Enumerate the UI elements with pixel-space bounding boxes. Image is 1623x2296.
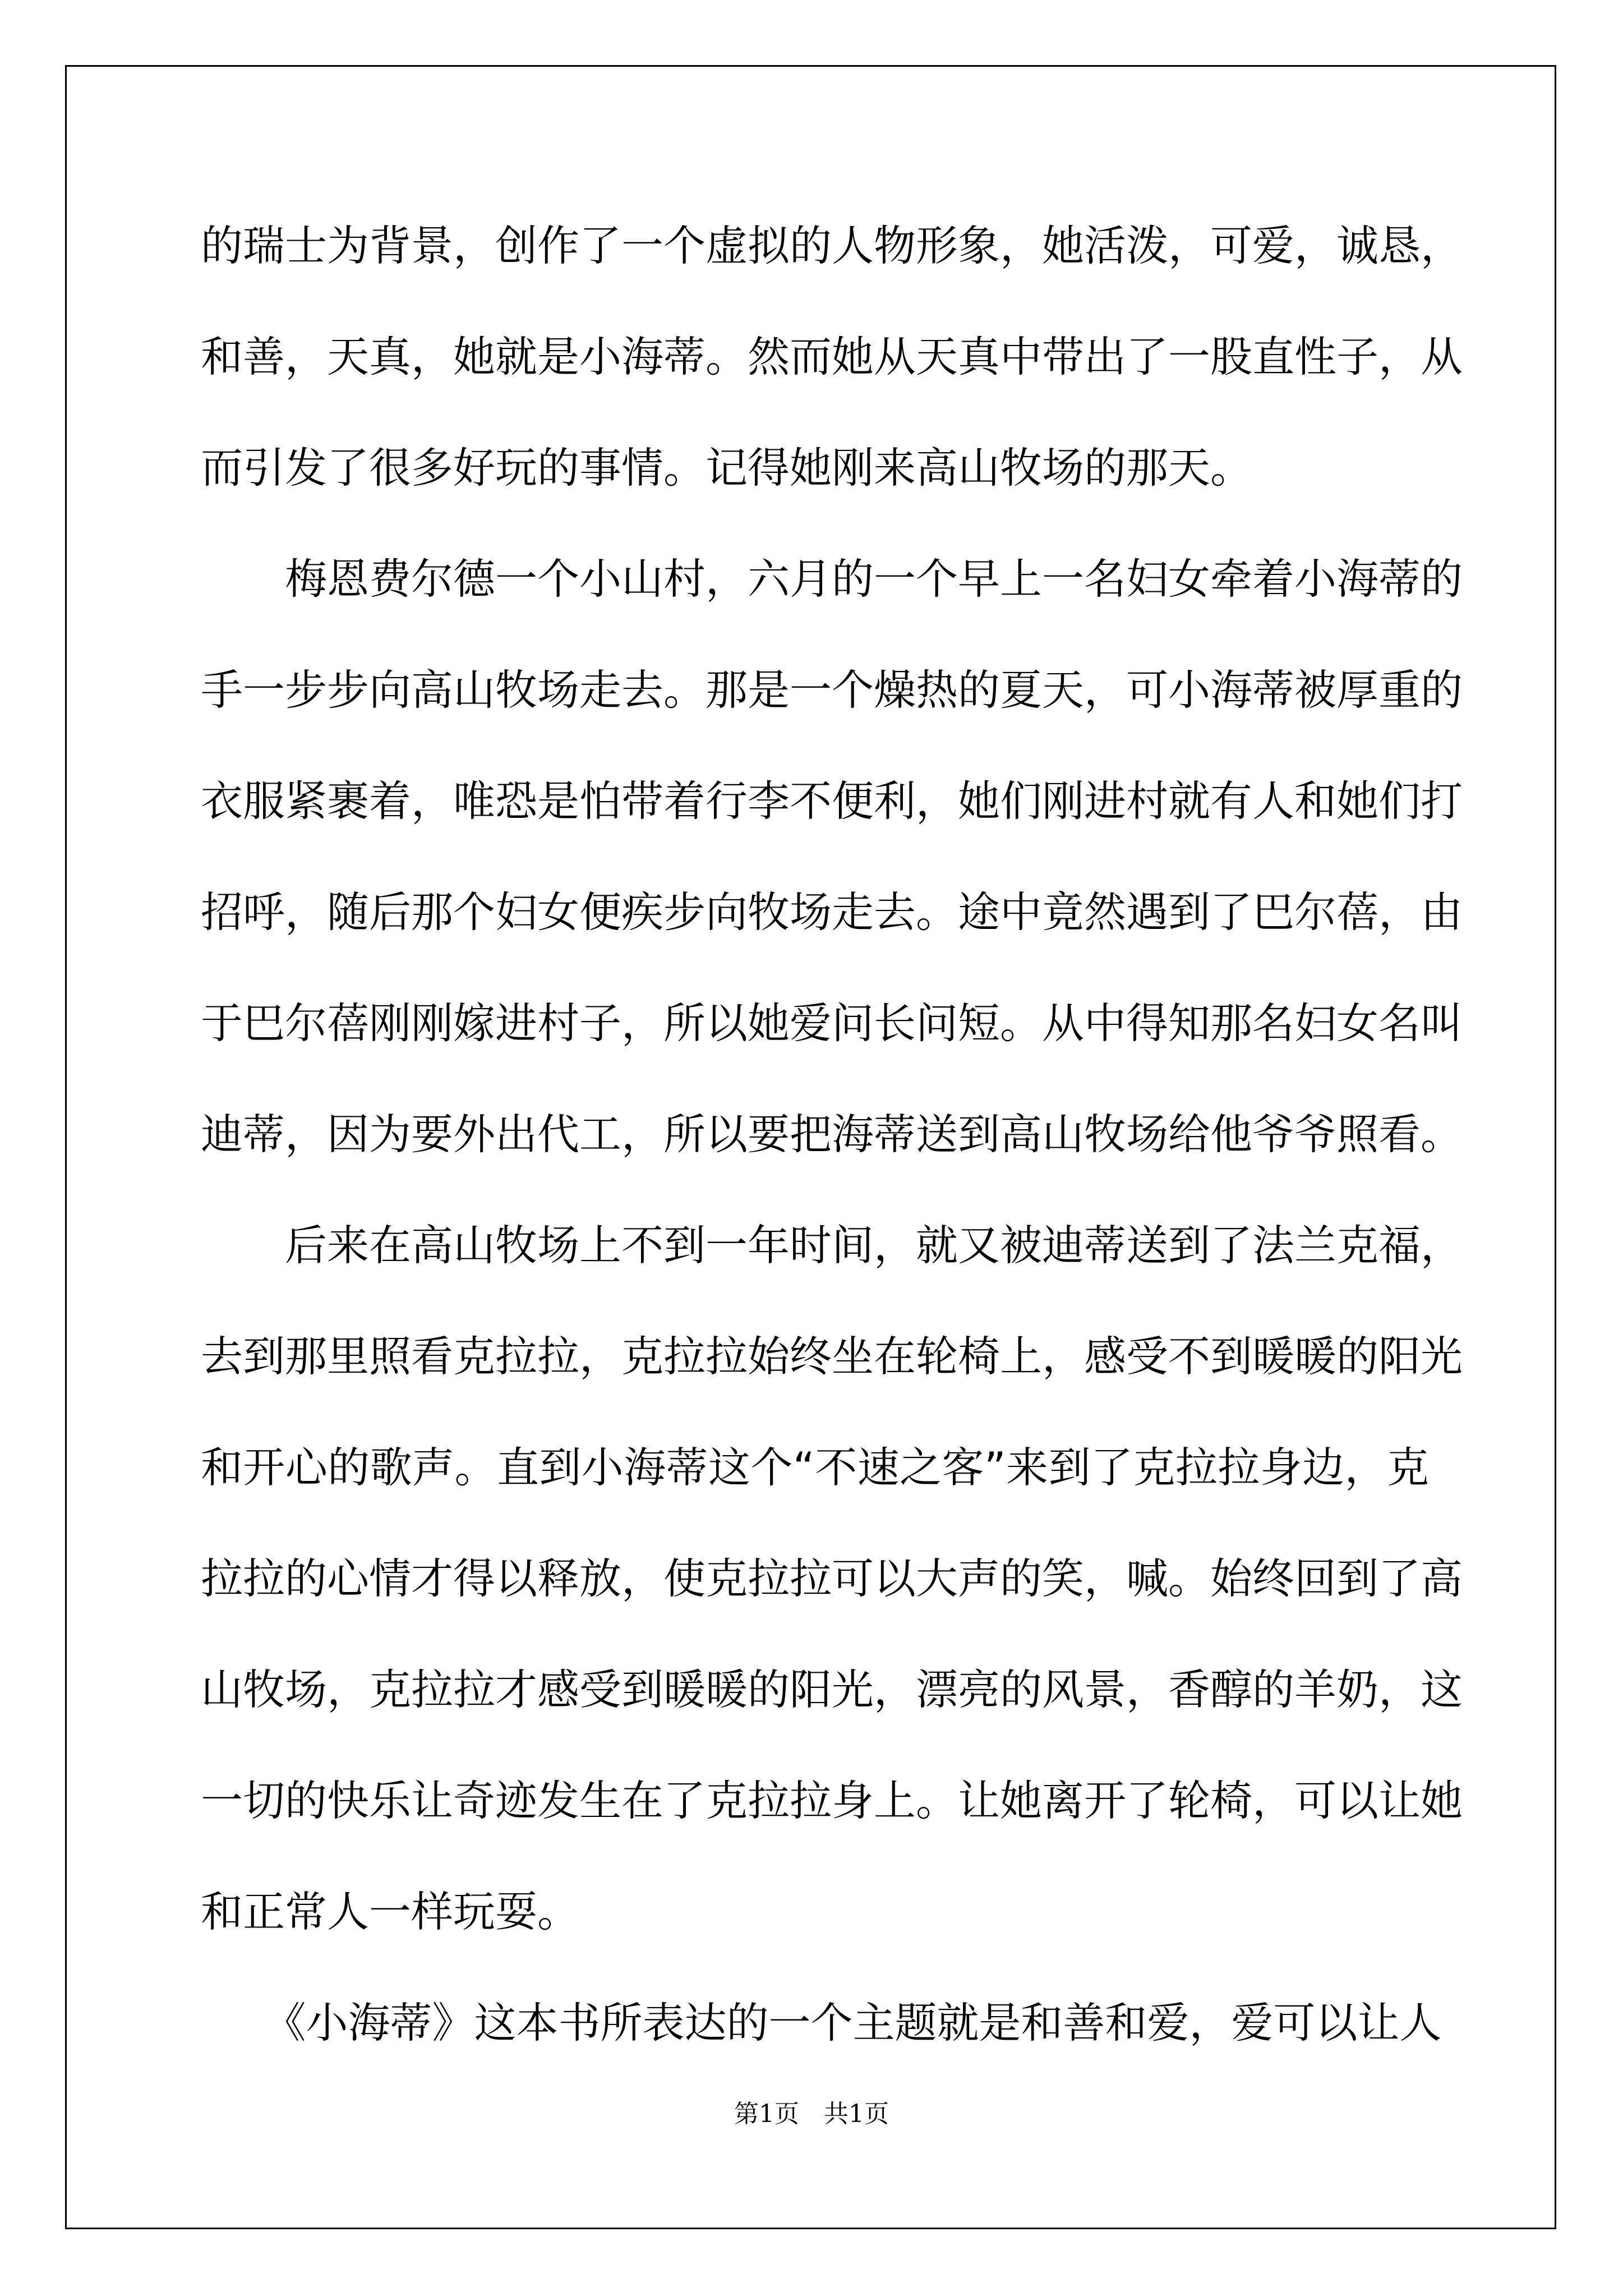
text-line: 和正常人一样玩耍。 [201,1887,580,1936]
text-line: 山牧场，克拉拉才感受到暖暖的阳光，漂亮的风景，香醇的羊奶，这 [201,1665,1463,1714]
text-line: 《小海蒂》这本书所表达的一个主题就是和善和爱，爱可以让人 [201,1998,1442,2047]
text-line: 一切的快乐让奇迹发生在了克拉拉身上。让她离开了轮椅，可以让她 [201,1776,1463,1825]
text-line: 手一步步向高山牧场走去。那是一个燥热的夏天，可小海蒂被厚重的 [201,665,1463,715]
text-line: 拉拉的心情才得以释放，使克拉拉可以大声的笑，喊。始终回到了高 [201,1554,1463,1603]
text-line: 迪蒂，因为要外出代工，所以要把海蒂送到高山牧场给他爷爷照看。 [201,1110,1463,1159]
text-line: 的瑞士为背景，创作了一个虚拟的人物形象，她活泼，可爱，诚恳， [201,221,1463,270]
text-line: 和善，天真，她就是小海蒂。然而她从天真中带出了一股直性子，从 [201,332,1463,381]
text-line: 去到那里照看克拉拉，克拉拉始终坐在轮椅上，感受不到暖暖的阳光 [201,1332,1463,1381]
text-line: 后来在高山牧场上不到一年时间，就又被迪蒂送到了法兰克福， [201,1221,1463,1270]
text-line: 招呼，随后那个妇女便疾步向牧场走去。途中竟然遇到了巴尔蓓，由 [201,887,1463,937]
text-line: 和开心的歌声。直到小海蒂这个“不速之客”来到了克拉拉身边，克 [201,1443,1429,1492]
text-line: 梅恩费尔德一个小山村，六月的一个早上一名妇女牵着小海蒂的 [201,554,1463,604]
text-line: 而引发了很多好玩的事情。记得她刚来高山牧场的那天。 [201,443,1253,493]
text-line: 于巴尔蓓刚刚嫁进村子，所以她爱问长问短。从中得知那名妇女名叫 [201,999,1463,1048]
text-line: 衣服紧裹着，唯恐是怕带着行李不便利，她们刚进村就有人和她们打 [201,776,1463,826]
page-number-footer: 第1页 共1页 [734,2100,889,2128]
